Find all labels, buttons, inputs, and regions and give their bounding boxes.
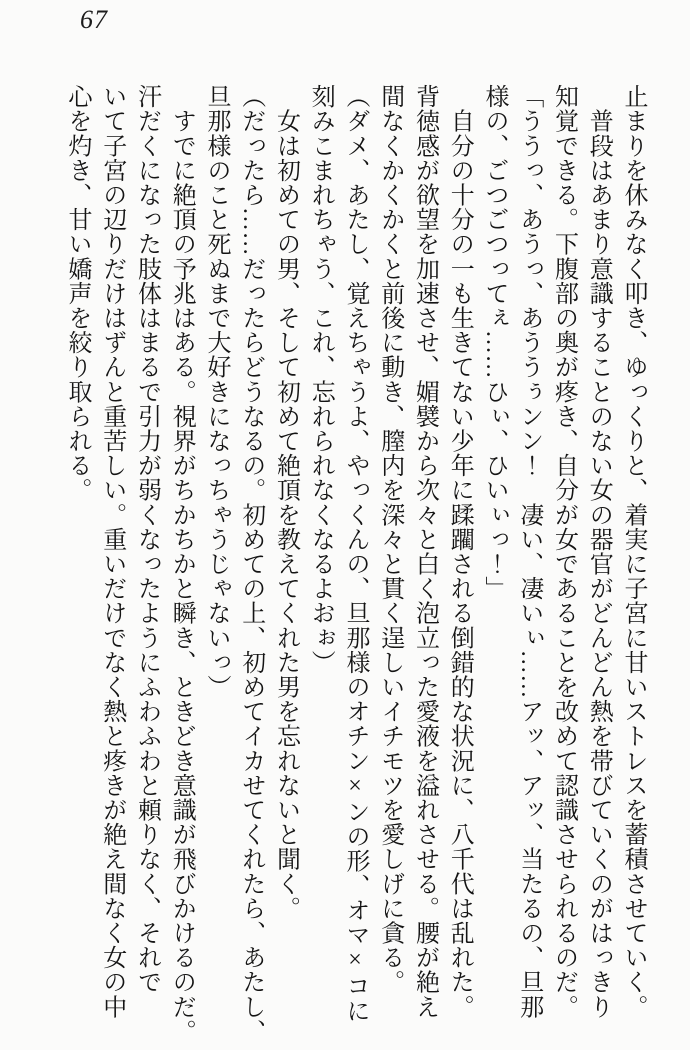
text-line: 旦那様のこと死ぬまで大好きになっちゃうじゃないっ） (203, 84, 229, 699)
text-line: いて子宮の辺りだけはずんと重苦しい。重いだけでなく熱と疼きが絶え間なく女の中 (98, 84, 125, 1019)
text-line: 知覚できる。下腹部の奥が疼き、自分が女であることを改めて認識させられるのだ。 (550, 84, 577, 1019)
text-line: 普段はあまり意識することのない女の器官がどんどん熱を帯びていくのがはっきり (585, 84, 612, 1019)
text-line: 「ううっ、あうっ、あううぅンン！ 凄い、凄いぃ……アッ、アッ、当たるの、旦那 (515, 84, 542, 1019)
page-number: 67 (80, 5, 108, 34)
text-line: （だったら……だったらどうなるの。初めての上、初めてイカせてくれたら、あたし、 (237, 84, 264, 1044)
text-line: 様の、ごつごつってぇ……ひぃ、ひいぃっ！」 (481, 84, 507, 601)
text-line: 止まりを休みなく叩き、ゆっくりと、着実に子宮に甘いストレスを蓄積させていく。 (620, 84, 646, 1019)
text-line: 背徳感が欲望を加速させ、媚襞から次々と白く泡立った愛液を溢れさせる。腰が絶え (411, 84, 438, 1019)
text-line: 刻みこまれちゃう、これ、忘れられなくなるよおぉ） (307, 84, 334, 675)
text-line: 女は初めての男、そして初めて絶頂を教えてくれた男を忘れないと聞く。 (272, 84, 299, 921)
text-line: 自分の十分の一も生きてない少年に蹂躙される倒錯的な状況に、八千代は乱れた。 (446, 84, 473, 1019)
text-line: 間なくかくかくと前後に動き、膣内を深々と貫く逞しいイチモツを愛しげに貪る。 (376, 84, 403, 995)
text-line: （ダメ、あたし、覚えちゃうよ、やっくんの、旦那様のオチン×ンの形、オマ×コに (342, 84, 368, 1023)
text-line: 心を灼き、甘い嬌声を絞り取られる。 (64, 84, 90, 503)
text-line: 汗だくになった肢体はまるで引力が弱くなったようにふわふわと頼りなく、それで (133, 84, 160, 995)
vertical-text-block (59, 84, 650, 1050)
text-line: すでに絶頂の予兆はある。視界がちかちかと瞬き、ときどき意識が飛びかけるのだ。 (168, 84, 195, 1044)
